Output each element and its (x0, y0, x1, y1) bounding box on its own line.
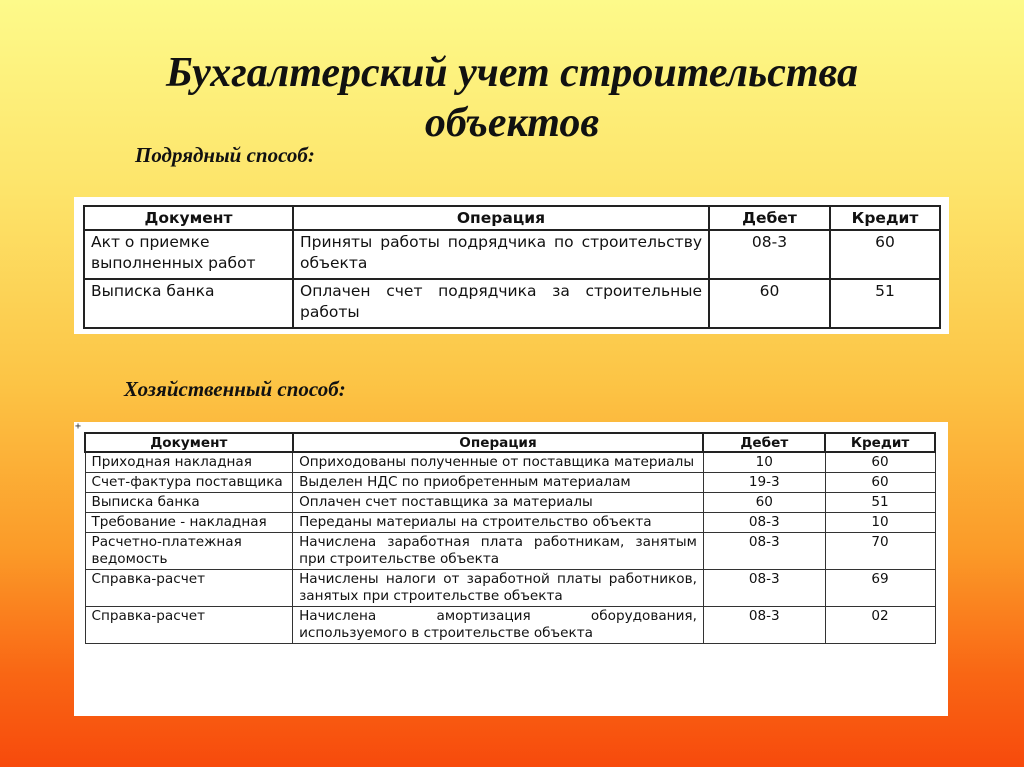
cell-debit: 08-3 (709, 230, 830, 279)
cell-debit: 19-3 (703, 473, 825, 493)
cell-operation: Приняты работы подрядчика по строительству объекта (293, 230, 709, 279)
table-row (84, 230, 940, 279)
cell-document: Справка-расчет (85, 570, 293, 607)
table-header-row (85, 433, 935, 452)
cell-credit: 60 (825, 473, 935, 493)
cell-document: Расчетно-платежная ведомость (85, 533, 293, 570)
cell-operation: Оплачен счет поставщика за материалы (293, 493, 704, 513)
header-credit: Кредит (830, 206, 940, 230)
cell-debit: 60 (703, 493, 825, 513)
header-document: Документ (84, 206, 293, 230)
table-row (85, 570, 935, 607)
contract-method-table (83, 205, 941, 329)
header-credit: Кредит (825, 433, 935, 452)
cell-operation: Выделен НДС по приобретенным материалам (293, 473, 704, 493)
cell-credit: 69 (825, 570, 935, 607)
cell-operation: Оплачен счет подрядчика за строительные работы (293, 279, 709, 328)
table-row (84, 279, 940, 328)
cell-operation: Начислены налоги от заработной платы работников, занятых при строительстве объекта (293, 570, 704, 607)
header-document: Документ (85, 433, 293, 452)
header-debit: Дебет (703, 433, 825, 452)
inhouse-table-panel (74, 422, 948, 716)
cell-debit: 08-3 (703, 513, 825, 533)
contract-table-panel (74, 197, 949, 334)
cell-operation: Оприходованы полученные от поставщика материалы (293, 452, 704, 473)
cell-credit: 51 (830, 279, 940, 328)
table-row (85, 452, 935, 473)
table-row (85, 493, 935, 513)
cell-debit: 60 (709, 279, 830, 328)
table-row (85, 533, 935, 570)
cell-credit: 70 (825, 533, 935, 570)
cell-credit: 10 (825, 513, 935, 533)
table-header-row (84, 206, 940, 230)
title-line-1: Бухгалтерский учет строительства (165, 50, 859, 96)
cell-debit: 08-3 (703, 533, 825, 570)
section-inhouse-title: Хозяйственный способ: (124, 377, 346, 401)
cell-document: Приходная накладная (85, 452, 293, 473)
cell-credit: 60 (825, 452, 935, 473)
cell-debit: 08-3 (703, 607, 825, 644)
slide-title (0, 48, 1024, 148)
header-operation: Операция (293, 433, 704, 452)
cell-credit: 60 (830, 230, 940, 279)
table-row (85, 607, 935, 644)
table-move-handle[interactable]: + (75, 421, 82, 432)
table-row (85, 513, 935, 533)
cell-credit: 02 (825, 607, 935, 644)
cell-operation: Начислена заработная плата работникам, занятым при строительстве объекта (293, 533, 704, 570)
title-line-2: объектов (424, 100, 600, 146)
section-contract-title: Подрядный способ: (135, 143, 315, 167)
table-row (85, 473, 935, 493)
cell-document: Справка-расчет (85, 607, 293, 644)
cell-operation: Начислена амортизация оборудования, используемого в строительстве объекта (293, 607, 704, 644)
cell-document: Акт о приемке выполненных работ (84, 230, 293, 279)
cell-debit: 08-3 (703, 570, 825, 607)
cell-document: Счет-фактура поставщика (85, 473, 293, 493)
cell-operation: Переданы материалы на строительство объекта (293, 513, 704, 533)
cell-document: Выписка банка (84, 279, 293, 328)
cell-document: Требование - накладная (85, 513, 293, 533)
cell-debit: 10 (703, 452, 825, 473)
inhouse-method-table (84, 432, 936, 644)
cell-document: Выписка банка (85, 493, 293, 513)
header-operation: Операция (293, 206, 709, 230)
cell-credit: 51 (825, 493, 935, 513)
header-debit: Дебет (709, 206, 830, 230)
